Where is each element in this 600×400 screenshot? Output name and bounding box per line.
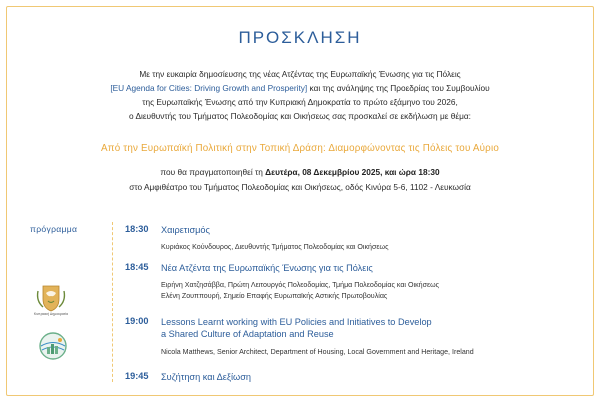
program-title: Συζήτηση και Δεξίωση [161,372,251,382]
intro-line-2 [0,81,600,95]
program-speaker: Ειρήνη Χατζησάββα, Πρώτη Λειτουργός Πολεοδομίας, Τμήμα Πολεοδομίας και Οικήσεως [161,281,440,289]
program-title-line-1: Lessons Learnt working with EU Policies and Initiatives to Develop [161,317,432,327]
intro-line-3: της Ευρωπαϊκής Ένωσης από την Κυπριακή Δημοκρατία το πρώτο εξάμηνο του 2026, [142,97,458,107]
program-speaker: Ελένη Ζουππουρή, Σημείο Επαφής Ευρωπαϊκής Αστικής Πρωτοβουλίας [161,292,388,300]
intro-line-4: ο Διευθυντής του Τμήματος Πολεοδομίας και Οικήσεως σας προσκαλεί σε εκδήλωση με θέμα: [129,111,471,121]
program-title: Χαιρετισμός [161,225,210,235]
event-when [0,165,600,195]
event-date-line [0,165,600,180]
event-date: Δευτέρα, 08 Δεκεμβρίου 2025, και ώρα 18:30 [265,167,440,177]
intro-line-1: Με την ευκαιρία δημοσίευσης της νέας Ατζέντας της Ευρωπαϊκής Ένωσης για τις Πόλεις [139,69,461,79]
program-label: πρόγραμμα [30,224,78,234]
program-title [161,316,581,340]
event-date-prefix: που θα πραγματοποιηθεί τη [160,167,266,177]
program-title: Νέα Ατζέντα της Ευρωπαϊκής Ένωσης για τις Πόλεις [161,263,373,273]
cyprus-coat-of-arms-icon [34,283,68,313]
urban-globe-icon [38,331,68,361]
program-title-line-2: a Shared Culture of Adaptation and Reuse [161,329,334,339]
page-title: ΠΡΟΣΚΛΗΣΗ [238,28,362,47]
program-time: 19:45 [125,371,149,381]
intro-line-2-rest: και της ανάληψης της Προεδρίας του Συμβουλίου [307,83,490,93]
intro-paragraph [0,67,600,123]
program-time: 18:30 [125,224,149,234]
event-venue: στο Αμφιθέατρο του Τμήματος Πολεοδομίας και Οικήσεως, οδός Κινύρα 5-6, 1102 - Λευκωσία [129,182,471,192]
eu-agenda-title: [EU Agenda for Cities: Driving Growth and Prosperity] [110,83,308,93]
program-divider [112,222,113,382]
event-subject: Από την Ευρωπαϊκή Πολιτική στην Τοπική Δράση: Διαμορφώνοντας τις Πόλεις του Αύριο [101,143,499,154]
cyprus-caption: Κυπριακή Δημοκρατία [33,312,69,316]
program-time: 19:00 [125,316,149,326]
program-speaker: Nicola Matthews, Senior Architect, Department of Housing, Local Government and Heritage, Ireland [161,348,474,356]
program-speaker: Κυριάκος Κούνδουρος, Διευθυντής Τμήματος Πολεοδομίας και Οικήσεως [161,243,389,251]
program-time: 18:45 [125,262,149,272]
